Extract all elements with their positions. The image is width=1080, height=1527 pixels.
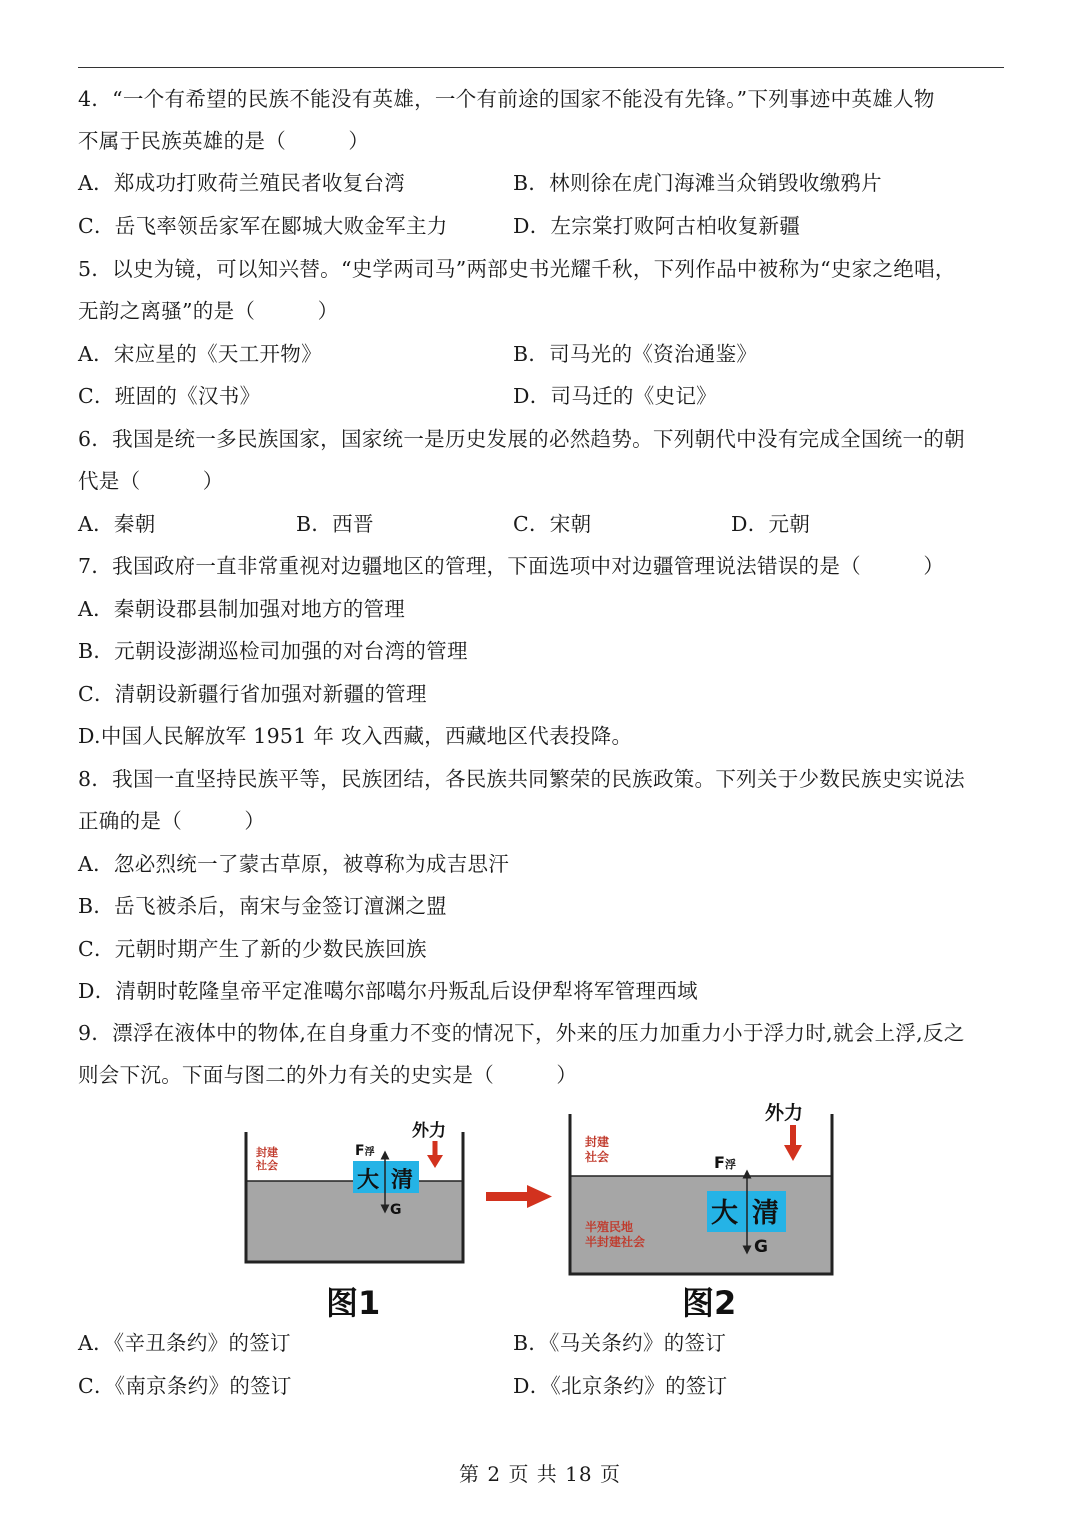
fig2-buoyancy-label: F浮 [714,1153,736,1172]
fig1-box-left: 大 [357,1168,380,1193]
q6-stem-line2: 代是（ ） [78,469,224,493]
fig1-box-right: 清 [391,1168,414,1193]
fig1-label-top-1: 封建 [256,1146,278,1159]
q9-stem-line1: 9．漂浮在液体中的物体,在自身重力不变的情况下，外来的压力加重力小于浮力时,就会上浮,反之 [78,1021,965,1045]
fig1-label-top-2: 社会 [256,1159,278,1172]
q8-option-b: B．岳飞被杀后，南宋与金签订澶渊之盟 [78,894,447,918]
q6-option-b: B．西晋 [296,512,374,536]
q6-option-a: A．秦朝 [78,512,156,536]
fig1-force-arrow-head [427,1155,443,1168]
figure-2 [570,1101,832,1322]
q8-option-d: D．清朝时乾隆皇帝平定准噶尔部噶尔丹叛乱后设伊犁将军管理西域 [78,979,698,1003]
transition-arrow [486,1185,552,1208]
q6-stem-line1: 6．我国是统一多民族国家，国家统一是历史发展的必然趋势。下列朝代中没有完成全国统一的朝 [78,427,965,451]
fig2-box-right: 清 [752,1198,779,1229]
fig2-gravity-label: G [754,1237,768,1257]
q4-option-d: D．左宗棠打败阿古柏收复新疆 [513,214,801,238]
q5-stem-line2: 无韵之离骚”的是（ ） [78,299,339,323]
fig2-caption: 图2 [682,1284,737,1322]
q8-stem-line1: 8．我国一直坚持民族平等，民族团结，各民族共同繁荣的民族政策。下列关于少数民族史实说法 [78,767,965,791]
q9-option-d: D．《北京条约》的签订 [513,1374,728,1398]
q7-option-d: D.中国人民解放军 1951 年 攻入西藏，西藏地区代表投降。 [78,724,633,748]
fig2-force-label: 外力 [765,1102,804,1124]
fig2-label-water-2: 半封建社会 [585,1235,646,1249]
q8-option-a: A．忽必烈统一了蒙古草原，被尊称为成吉思汗 [78,852,510,876]
q9-option-c: C．《南京条约》的签订 [78,1374,292,1398]
fig1-caption: 图1 [326,1284,381,1322]
page-footer: 第 2 页 共 18 页 [459,1462,621,1486]
q7-option-c: C．清朝设新疆行省加强对新疆的管理 [78,682,427,706]
q7-stem-line1: 7．我国政府一直非常重视对边疆地区的管理，下面选项中对边疆管理说法错误的是（ ） [78,554,945,578]
q9-stem-line2: 则会下沉。下面与图二的外力有关的史实是（ ） [78,1063,578,1087]
q9-option-b: B．《马关条约》的签订 [513,1331,727,1355]
q4-option-a: A．郑成功打败荷兰殖民者收复台湾 [78,171,406,195]
figure-1 [246,1120,463,1322]
q7-option-a: A．秦朝设郡县制加强对地方的管理 [78,597,406,621]
fig2-force-arrow-head [784,1145,802,1161]
q6-option-d: D．元朝 [731,512,811,536]
fig1-force-label: 外力 [412,1121,446,1141]
q4-stem-line2: 不属于民族英雄的是（ ） [78,129,370,153]
fig2-label-top-2: 社会 [585,1150,610,1164]
q5-option-b: B．司马光的《资治通鉴》 [513,342,758,366]
q4-stem-line1: 4．“一个有希望的民族不能没有英雄，一个有前途的国家不能没有先锋。”下列事迹中英雄人物 [78,87,935,111]
fig2-label-water-1: 半殖民地 [585,1220,634,1234]
q5-stem-line1: 5．以史为镜，可以知兴替。“史学两司马”两部史书光耀千秋，下列作品中被称为“史家之绝唱， [78,257,956,281]
q7-option-b: B．元朝设澎湖巡检司加强的对台湾的管理 [78,639,468,663]
q4-option-b: B．林则徐在虎门海滩当众销毁收缴鸦片 [513,171,882,195]
fig1-water [246,1181,463,1262]
q5-option-c: C．班固的《汉书》 [78,384,261,408]
q4-option-c: C．岳飞率领岳家军在郾城大败金军主力 [78,214,448,238]
q5-option-a: A．宋应星的《天工开物》 [78,342,322,366]
q8-option-c: C．元朝时期产生了新的少数民族回族 [78,937,427,961]
fig2-label-top-1: 封建 [585,1135,610,1149]
fig1-buoyancy-label: F浮 [355,1143,375,1159]
q5-option-d: D．司马迁的《史记》 [513,384,717,408]
q6-option-c: C．宋朝 [513,512,592,536]
q9-option-a: A．《辛丑条约》的签订 [78,1331,291,1355]
q8-stem-line2: 正确的是（ ） [78,809,266,833]
fig1-gravity-label: G [390,1202,402,1218]
fig2-box-left: 大 [711,1198,738,1229]
